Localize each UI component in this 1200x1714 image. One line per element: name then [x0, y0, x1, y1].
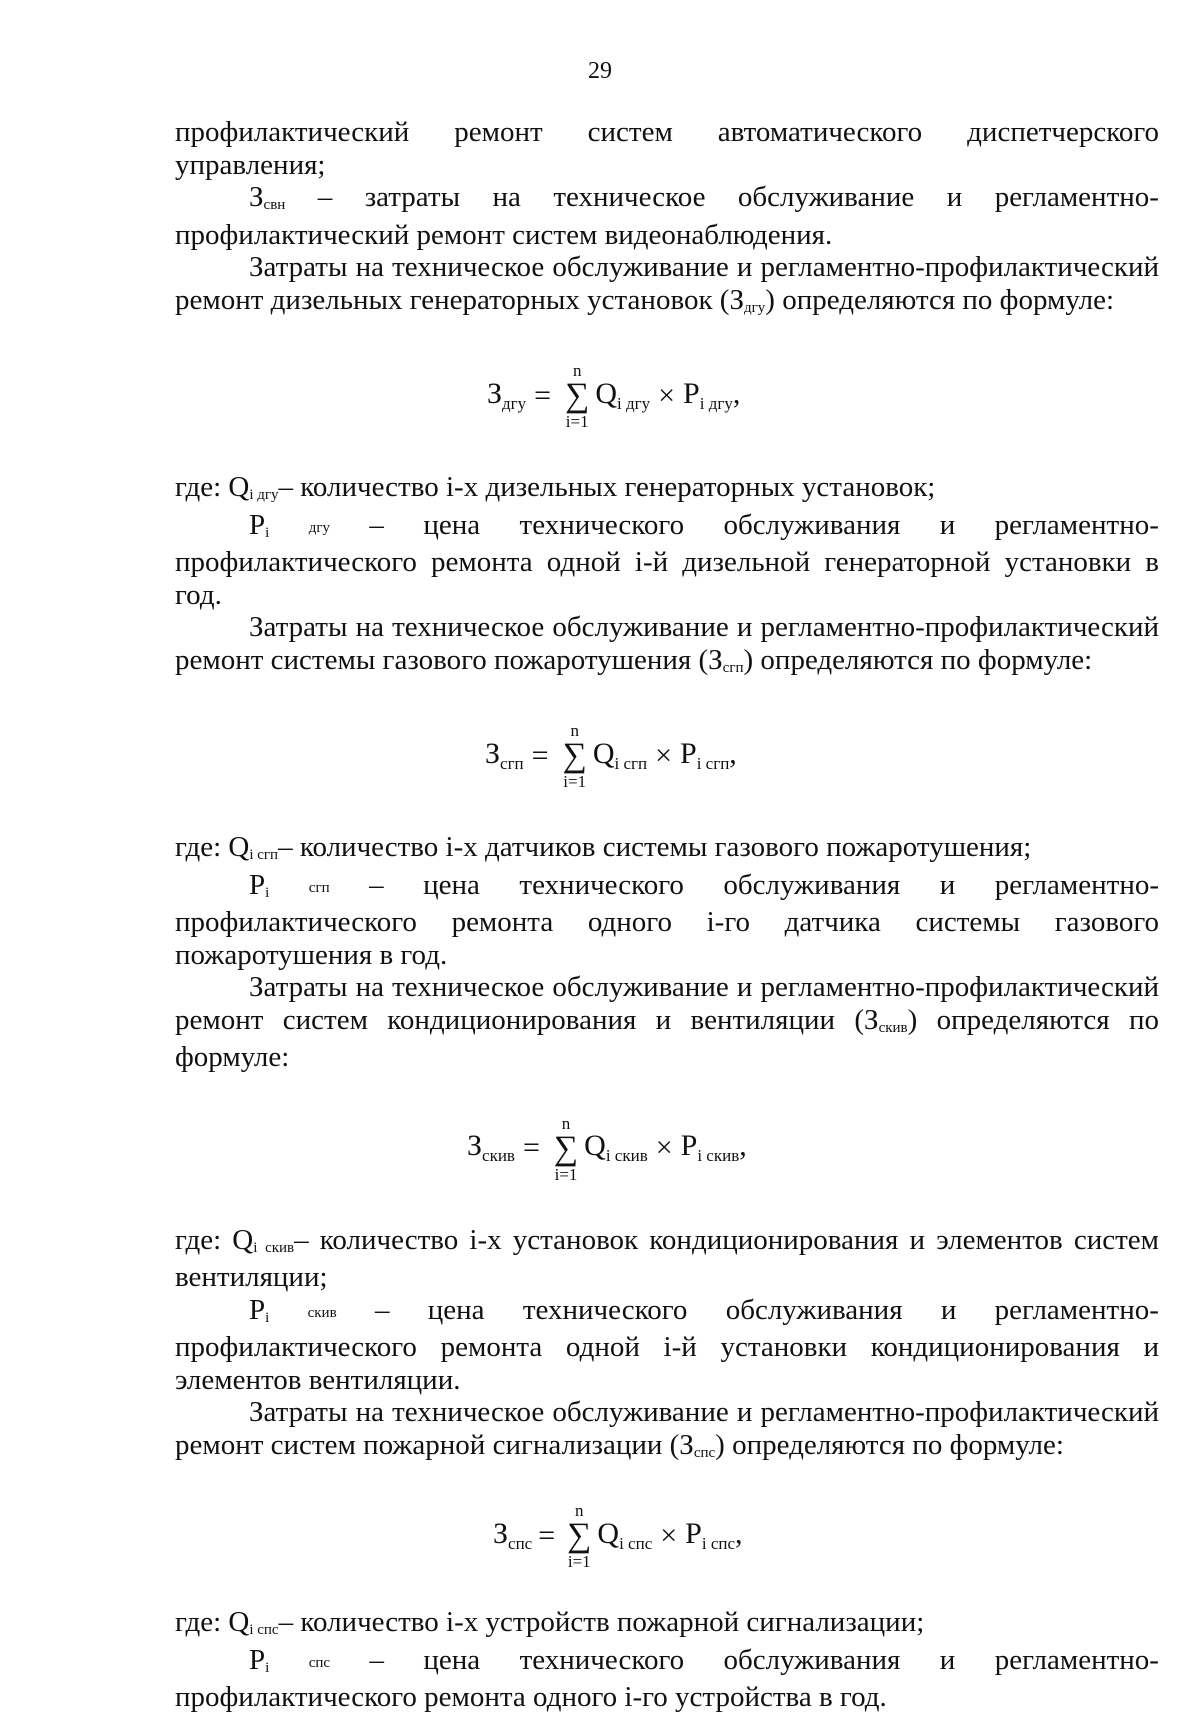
- definition-psps-rest: профилактического ремонта одного i-го устройства в год.: [175, 1681, 887, 1713]
- sigma-symbol: n ∑ i=1: [565, 361, 590, 431]
- sigma-symbol: n ∑ i=1: [562, 721, 587, 791]
- definition-psgp: $P_i$ $_{сгп}$ – цена технического обслуживания и регламентно-: [249, 868, 1159, 901]
- intro-sgp: Затраты на техническое обслуживание и регламентно-профилактический ремонт системы газового пожаротушения $(З_{сгп})$ определяются по формуле:: [175, 611, 1159, 676]
- formula-lhs: $З_{скив}$: [467, 1129, 515, 1166]
- formula-lhs: $З_{сгп}$: [485, 736, 524, 773]
- formula-sgp: $З_{сгп}$ = n ∑ i=1 $Q_{i сгп}$ × $P_{i сгп}$,: [485, 721, 737, 791]
- where-sgp: где: $Q_{i сгп}-$ количество i-х датчиков системы газового пожаротушения;: [175, 831, 1032, 863]
- intro-sps: Затраты на техническое обслуживание и регламентно-профилактический ремонт систем пожарной сигнализации $(З_{спс})$ определяются по формуле:: [175, 1396, 1159, 1461]
- formula-dgu: $З_{дгу}$ = n ∑ i=1 $Q_{i дгу}$ × $P_{i дгу}$,: [487, 361, 741, 431]
- sigma-symbol: n ∑ i=1: [553, 1113, 579, 1184]
- definition-pdgu: $P_i$ $_{дгу}$ – цена технического обслуживания и регламентно-: [249, 508, 1159, 541]
- formula-skiv: $З_{скив}$ = n ∑ i=1 $Q_{i скив}$ × $P_{i скив}$,: [467, 1113, 747, 1184]
- definition-psgp-rest: пожаротушения в год.: [175, 938, 448, 971]
- intro-skiv: Затраты на техническое обслуживание и регламентно-профилактический ремонт систем кондиционирования и вентиляции $(З_{скив})$ определяются по формуле:: [175, 971, 1159, 1073]
- where-skiv: где: $Q_{i скив}-$ количество i-х установок кондиционирования и элементов систем вентиляции;: [175, 1223, 1159, 1293]
- definition-zsvn: $З_{свн}$ – затраты на техническое обслуживание и регламентно-: [249, 181, 1159, 213]
- definition-pskiv: $P_i$ $_{скив}$ – цена технического обслуживания и регламентно-: [249, 1293, 1159, 1326]
- definition-pdgu-rest: профилактического ремонта одной i-й дизельной генераторной установки в год.: [175, 546, 1159, 611]
- intro-dgu: Затраты на техническое обслуживание и регламентно-профилактический ремонт дизельных генераторных установок $(З_{дгу})$ определяются по формуле:: [175, 251, 1159, 316]
- sigma-symbol: n ∑ i=1: [567, 1501, 592, 1571]
- paragraph-continuation: профилактический ремонт систем автоматического диспетчерского управления;: [175, 116, 1159, 181]
- formula-lhs: $З_{спс}$: [493, 1516, 533, 1553]
- where-sps: где: $Q_{i спс}-$ количество i-х устройств пожарной сигнализации;: [175, 1606, 925, 1638]
- definition-zsvn-rest: профилактический ремонт систем видеонаблюдения.: [175, 218, 833, 251]
- formula-lhs: $З_{дгу}$: [487, 376, 527, 413]
- where-dgu: где: $Q_{i дгу}-$ количество i-х дизельных генераторных установок;: [175, 471, 936, 503]
- definition-psps: $P_i$ $_{спс}$ – цена технического обслуживания и регламентно-: [249, 1643, 1159, 1676]
- page-body: [175, 116, 1159, 1714]
- formula-sps: $З_{спс}$ = n ∑ i=1 $Q_{i спс}$ × $P_{i спс}$,: [493, 1501, 743, 1571]
- page-number: 29: [588, 58, 612, 84]
- definition-pskiv-rest: профилактического ремонта одной i-й установки кондиционирования и элементов вентиляции.: [175, 1331, 1159, 1396]
- definition-psgp-line2: профилактического ремонта одного i-го датчика системы газового: [175, 906, 1159, 938]
